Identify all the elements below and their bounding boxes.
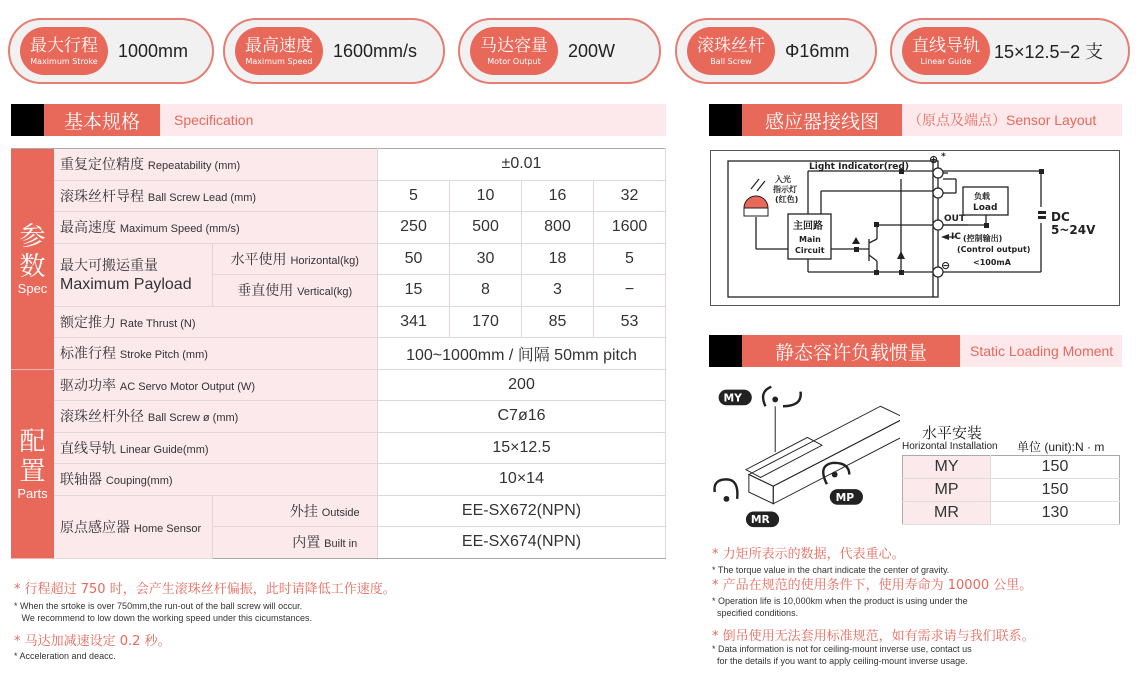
row-label: 滚珠丝杆外径 Ball Screw ø (mm) (54, 401, 378, 433)
unit-label: 单位 (unit):N · m (1017, 440, 1105, 454)
group-parts: 配 置 Parts (11, 369, 54, 558)
cell: 53 (594, 306, 666, 338)
svg-text:DC: DC (1051, 210, 1070, 224)
badge-ball-screw (675, 18, 877, 84)
row-label: 标准行程 Stroke Pitch (mm) (54, 338, 378, 370)
table-row: MY 150 (903, 456, 1120, 479)
table-row (11, 306, 666, 338)
spec-section-header (11, 104, 666, 136)
section-title-en: Static Loading Moment (970, 343, 1114, 359)
table-row: MP 150 (903, 479, 1120, 502)
cell: ±0.01 (378, 149, 666, 181)
badge-label: 马达容量 Motor Output (470, 27, 558, 75)
svg-text:Load: Load (973, 203, 998, 213)
cell: 200 (378, 369, 666, 401)
badge-motor-output (458, 18, 661, 84)
section-title-en: （原点及端点）Sensor Layout (908, 112, 1097, 128)
moment-table (902, 455, 1120, 525)
svg-text:MR: MR (750, 513, 770, 527)
note-en: * Data information is not for ceiling-mount inverse use, contact us for the details if you want to apply ceiling-mount inverse usage. (712, 644, 972, 666)
svg-text:<100mA: <100mA (973, 258, 1011, 267)
sub-label: 垂直使用 Vertical(kg) (212, 275, 378, 307)
badge-value: 15×12.5−2 支 (994, 42, 1104, 62)
table-row (11, 212, 666, 244)
svg-text:⊕: ⊕ (929, 153, 939, 166)
badge-max-speed (223, 18, 445, 84)
table-row (11, 149, 666, 181)
svg-text:*: * (941, 152, 946, 162)
table-row (11, 243, 666, 275)
cell: − (594, 275, 666, 307)
note-en: * Acceleration and deacc. (14, 651, 116, 661)
row-label: 驱动功率 AC Servo Motor Output (W) (54, 369, 378, 401)
section-title-cn: 静态容许负载惯量 (742, 335, 960, 367)
table-row (11, 369, 666, 401)
note-cn: * 行程超过 750 时，会产生滚珠丝杆偏振，此时请降低工作速度。 (14, 582, 396, 597)
note-cn: * 力矩所表示的数据，代表重心。 (712, 547, 905, 562)
badge-value: 1000mm (118, 40, 189, 61)
note-en: * When the srtoke is over 750mm,the run-out of the ball screw will occur. We recommend to low down the working speed under this cicumstances. (14, 601, 312, 623)
row-label: 滚珠丝杆导程 Ball Screw Lead (mm) (54, 180, 378, 212)
svg-text:负载: 负载 (974, 192, 990, 201)
header-block (709, 335, 742, 367)
cell: 15×12.5 (378, 432, 666, 464)
group-spec: 参 数 Spec (11, 149, 54, 370)
badge-label: 最高速度 Maximum Speed (235, 27, 323, 75)
moment-diagram (705, 375, 900, 535)
svg-text:入光: 入光 (775, 175, 791, 184)
rail-moment-svg (705, 375, 900, 535)
svg-text:(控制输出): (控制输出) (963, 234, 1003, 243)
install-title-en: Horizontal Installation (902, 441, 998, 452)
cell: 16 (522, 180, 594, 212)
svg-text:Light Indicator(red): Light Indicator(red) (809, 162, 909, 172)
badge-label: 滚珠丝杆 Ball Screw (687, 27, 775, 75)
table-row (11, 464, 666, 496)
cell: 50 (378, 243, 450, 275)
badge-max-stroke (8, 18, 214, 84)
note-cn: * 产品在规范的使用条件下，使用寿命为 10000 公里。 (712, 578, 1033, 593)
cell: 18 (522, 243, 594, 275)
svg-text:主回路: 主回路 (793, 221, 823, 232)
section-title-en: Specification (174, 112, 254, 128)
badge-value: 1600mm/s (333, 40, 418, 61)
table-row (11, 401, 666, 433)
header-block (709, 104, 742, 136)
cell: 10 (450, 180, 522, 212)
moment-section-header (709, 335, 1122, 367)
header-block (11, 104, 44, 136)
cell: 30 (450, 243, 522, 275)
sensor-wiring-diagram (710, 150, 1120, 306)
cell: EE-SX672(NPN) (378, 495, 666, 527)
svg-text:(Control output): (Control output) (957, 245, 1031, 254)
row-label: 最大可搬运重量 Maximum Payload (54, 243, 212, 306)
note-en: * The torque value in the chart indicate the center of gravity. (712, 565, 950, 575)
note-en: * Operation life is 10,000km when the product is using under the specified conditions. (712, 596, 968, 618)
table-row: MR 130 (903, 502, 1120, 525)
cell: 85 (522, 306, 594, 338)
cell: 250 (378, 212, 450, 244)
badge-linear-guide (890, 18, 1130, 84)
svg-text:(红色): (红色) (775, 195, 799, 204)
svg-text:MY: MY (723, 391, 742, 405)
cell: 1600 (594, 212, 666, 244)
cell: 5 (378, 180, 450, 212)
section-title-cn: 感应器接线图 (742, 104, 902, 136)
cell: 800 (522, 212, 594, 244)
sensor-section-header (709, 104, 1122, 136)
table-row (11, 495, 666, 527)
svg-text:⊖: ⊖ (941, 259, 951, 272)
note-cn: * 马达加减速设定 0.2 秒。 (14, 634, 171, 649)
svg-text:Main: Main (799, 235, 821, 244)
table-row (11, 180, 666, 212)
row-label: 直线导轨 Linear Guide(mm) (54, 432, 378, 464)
cell: 5 (594, 243, 666, 275)
svg-text:IC: IC (951, 232, 961, 242)
badge-value: Φ16mm (785, 40, 850, 61)
row-label: 最高速度 Maximum Speed (mm/s) (54, 212, 378, 244)
cell: 100~1000mm / 间隔 50mm pitch (378, 338, 666, 370)
cell: 10×14 (378, 464, 666, 496)
cell: 500 (450, 212, 522, 244)
sub-label: 外挂 Outside (212, 495, 378, 527)
cell: 3 (522, 275, 594, 307)
badge-label: 直线导轨 Linear Guide (902, 27, 990, 75)
cell: 341 (378, 306, 450, 338)
badge-value: 200W (568, 40, 616, 61)
spec-table (11, 148, 666, 559)
svg-text:OUT: OUT (944, 214, 966, 224)
sub-label: 内置 Built in (212, 527, 378, 559)
svg-text:5~24V: 5~24V (1051, 223, 1096, 237)
table-row (11, 338, 666, 370)
svg-text:MP: MP (835, 490, 855, 504)
circuit-svg (711, 151, 1119, 305)
cell: 8 (450, 275, 522, 307)
row-label: 重复定位精度 Repeatability (mm) (54, 149, 378, 181)
svg-text:Circuit: Circuit (795, 246, 825, 255)
note-cn: * 倒吊使用无法套用标准规范，如有需求请与我们联系。 (712, 629, 1035, 644)
cell: 170 (450, 306, 522, 338)
cell: C7ø16 (378, 401, 666, 433)
cell: 15 (378, 275, 450, 307)
row-label: 联轴器 Couping(mm) (54, 464, 378, 496)
cell: EE-SX674(NPN) (378, 527, 666, 559)
install-title-cn: 水平安装 (922, 425, 983, 442)
badge-label: 最大行程 Maximum Stroke (20, 27, 108, 75)
sub-label: 水平使用 Horizontal(kg) (212, 243, 378, 275)
row-label: 原点感应器 Home Sensor (54, 495, 212, 558)
section-title-cn: 基本规格 (44, 104, 160, 136)
svg-text:指示灯: 指示灯 (773, 185, 797, 194)
table-row (11, 432, 666, 464)
cell: 32 (594, 180, 666, 212)
row-label: 额定推力 Rate Thrust (N) (54, 306, 378, 338)
